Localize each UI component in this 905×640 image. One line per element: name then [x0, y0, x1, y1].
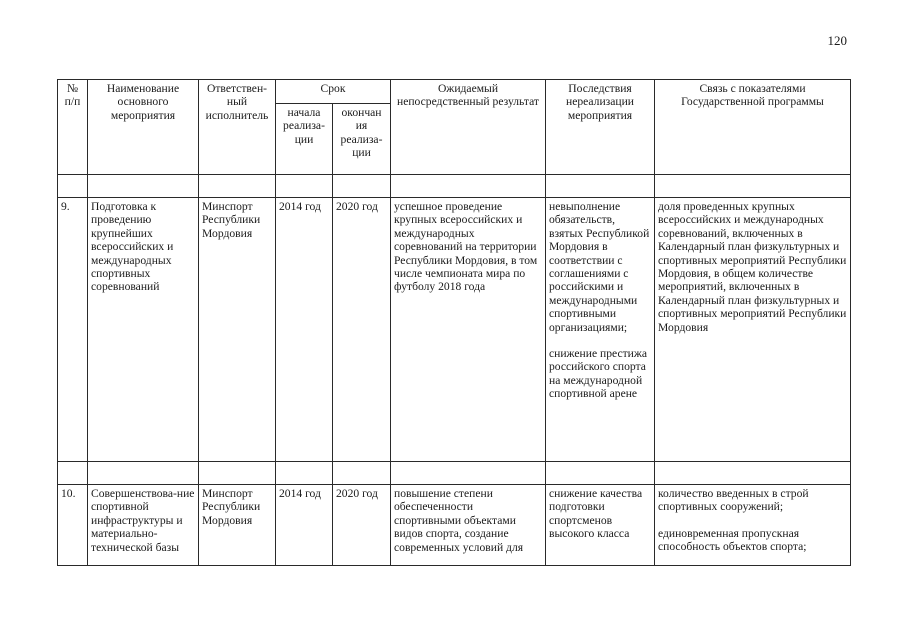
row-name: Подготовка к проведению крупнейших всероссийских и международных спортивных соревнований	[88, 198, 199, 462]
header-term-start: начала реализа-ции	[276, 104, 333, 175]
header-name: Наименование основного мероприятия	[88, 80, 199, 175]
indicator-item: доля проведенных крупных всероссийских и международных соревнований, включенных в Календарный план физкультурных и спортивных мероприятий Республики Мордовия, в общем количестве мероприятий, включенных в Календарный план физкультурных и спортивных мероприятий Республики Мордовия	[658, 200, 847, 334]
spacer-row	[58, 175, 851, 198]
consequence-item: невыполнение обязательств, взятых Республикой Мордовия в соответствии с соглашениями с российскими и международными спортивными организациями;	[549, 200, 650, 334]
row-consequences	[546, 198, 655, 462]
indicator-item: единовременная пропускная способность объектов спорта;	[658, 526, 807, 554]
indicator-item: количество введенных в строй спортивных сооружений;	[658, 487, 809, 514]
page-number: 120	[827, 33, 847, 48]
header-responsible: Ответствен-ный исполнитель	[199, 80, 276, 175]
row-expected: успешное проведение крупных всероссийских и международных соревнований на территории Республики Мордовия, в том числе чемпионата мира по футболу 2018 года	[391, 198, 546, 462]
consequence-item: снижение престижа российского спорта на международной спортивной арене	[549, 347, 648, 401]
row-indicators	[655, 485, 851, 566]
row-consequences: снижение качества подготовки спортсменов высокого класса	[546, 485, 655, 566]
table-row	[58, 198, 851, 462]
row-num: 10.	[58, 485, 88, 566]
header-term-end: окончан ия реализа-ции	[333, 104, 391, 175]
row-responsible: Минспорт Республики Мордовия	[199, 198, 276, 462]
row-end: 2020 год	[333, 485, 391, 566]
header-num: № п/п	[58, 80, 88, 175]
table-row	[58, 485, 851, 566]
row-name: Совершенствова-ние спортивной инфраструктуры и материально-технической базы	[88, 485, 199, 566]
header-term: Срок	[276, 80, 391, 104]
row-start: 2014 год	[276, 485, 333, 566]
header-indicators: Связь с показателями Государственной программы	[655, 80, 851, 175]
row-end: 2020 год	[333, 198, 391, 462]
row-indicators	[655, 198, 851, 462]
row-expected: повышение степени обеспеченности спортивными объектами видов спорта, создание современных условий для	[391, 485, 546, 566]
row-start: 2014 год	[276, 198, 333, 462]
header-expected: Ожидаемый непосредственный результат	[391, 80, 546, 175]
activities-table	[57, 79, 851, 566]
row-responsible: Минспорт Республики Мордовия	[199, 485, 276, 566]
header-consequences: Последствия нереализации мероприятия	[546, 80, 655, 175]
spacer-row	[58, 462, 851, 485]
row-num: 9.	[58, 198, 88, 462]
